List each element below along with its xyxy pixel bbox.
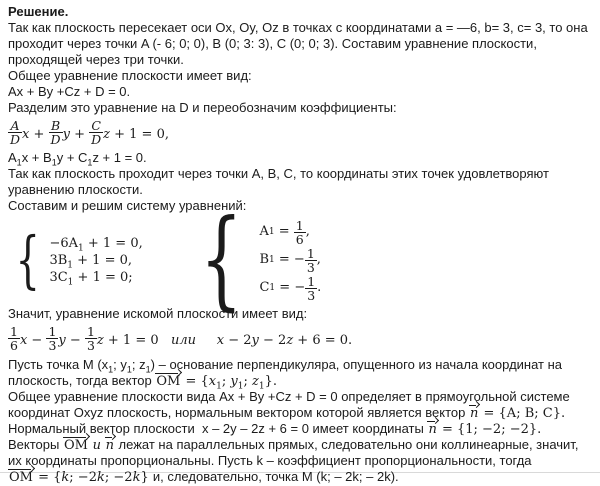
vector-arrow: OM bbox=[156, 373, 181, 389]
solution-heading: Решение. bbox=[8, 4, 69, 19]
paragraph-line: координат Oxyz плоскость, нормальным вектором которой является вектор n = {A; B; C}. bbox=[8, 404, 566, 421]
system-brace: { bbox=[15, 223, 40, 297]
paragraph-line: Общее уравнение плоскости вида Ax + By +Cz + D = 0 определяет в прямоугольной системе bbox=[8, 388, 570, 404]
system-initial-lines: $-6A_1 + 1 = 0$, $3B_1 + 1 = 0$, $3C_1 + 1 = 0$; bbox=[49, 235, 143, 288]
paragraph-line: Так как плоскость пересекает оси Ox, Oy, Oz в точках с координатами a = —6, b= 3, c= 3, то она bbox=[8, 20, 588, 35]
equation-divided-by-d: $\frac{A}{D}$ x + $\frac{B}{D}$ y + $\frac{C}{D}$ z + 1 = 0, bbox=[10, 118, 169, 148]
paragraph-line: Так как плоскость проходит через точки A, B, C, то координаты этих точек удовлетворяют bbox=[8, 166, 549, 182]
paragraph-line: Пусть точка M ($x_1$; $y_1$; $z_1$) – основание перпендикуляра, опущенного из начала координат на bbox=[8, 356, 563, 375]
equation-general: Ax + By +Cz + D = 0. bbox=[8, 84, 131, 99]
paragraph-line: плоскость, тогда вектор OM = {$x_1$; $y_1$; $z_1$}. bbox=[8, 372, 277, 392]
paragraph-line: Нормальный вектор плоскости x – 2y – 2z + 6 = 0 имеет координаты n = {1; −2; −2}. bbox=[8, 420, 542, 437]
paragraph-line: проходит через точки A (- 6; 0; 0), B (0; 3: 3), C (0; 0; 3). Составим уравнение плоскости, bbox=[8, 36, 537, 51]
equation-renamed-coefficients: $A_1x + B_1y + C_1z + 1 = 0$. bbox=[8, 150, 147, 168]
paragraph-line: OM = {k; −2k; −2k} и, следовательно, точка M (k; – 2k; – 2k). bbox=[9, 468, 399, 485]
paragraph-line: Векторы OM и n лежат на параллельных прямых, следовательно они коллинеарные, значит, bbox=[8, 436, 579, 453]
paragraph-line: Составим и решим систему уравнений: bbox=[8, 198, 247, 214]
vector-arrow: n bbox=[470, 405, 479, 421]
system-initial bbox=[8, 223, 143, 297]
paragraph-line: проходящей через три точки. bbox=[8, 52, 184, 67]
system-solved-lines: A 1 = $\frac{1}{6}$ , B 1 = − $\frac{1}{3}$ , C 1 = − $\frac{1}{3}$ . bbox=[259, 217, 322, 303]
vector-arrow: OM bbox=[63, 437, 88, 453]
paragraph-line: Разделим это уравнение на D и переобозначим коэффициенты: bbox=[8, 100, 397, 115]
paragraph-line: Значит, уравнение искомой плоскости имеет вид: bbox=[8, 306, 308, 322]
paragraph-line: уравнению плоскости. bbox=[8, 182, 143, 198]
paragraph-line: Общее уравнение плоскости имеет вид: bbox=[8, 68, 252, 83]
vector-arrow: OM bbox=[9, 469, 33, 485]
paragraph-line: их координаты пропорциональны. Пусть k – коэффициент пропорциональности, тогда bbox=[8, 452, 532, 468]
system-brace: { bbox=[199, 197, 243, 323]
vector-arrow: n bbox=[105, 437, 114, 453]
equation-result-plane: $\frac{1}{6}$ x − $\frac{1}{3}$ y − $\frac{1}{3}$ z + 1 = 0 или x − 2y − 2z + 6 = 0. bbox=[10, 324, 353, 354]
system-solved bbox=[187, 197, 322, 323]
vector-arrow: n bbox=[428, 421, 437, 437]
